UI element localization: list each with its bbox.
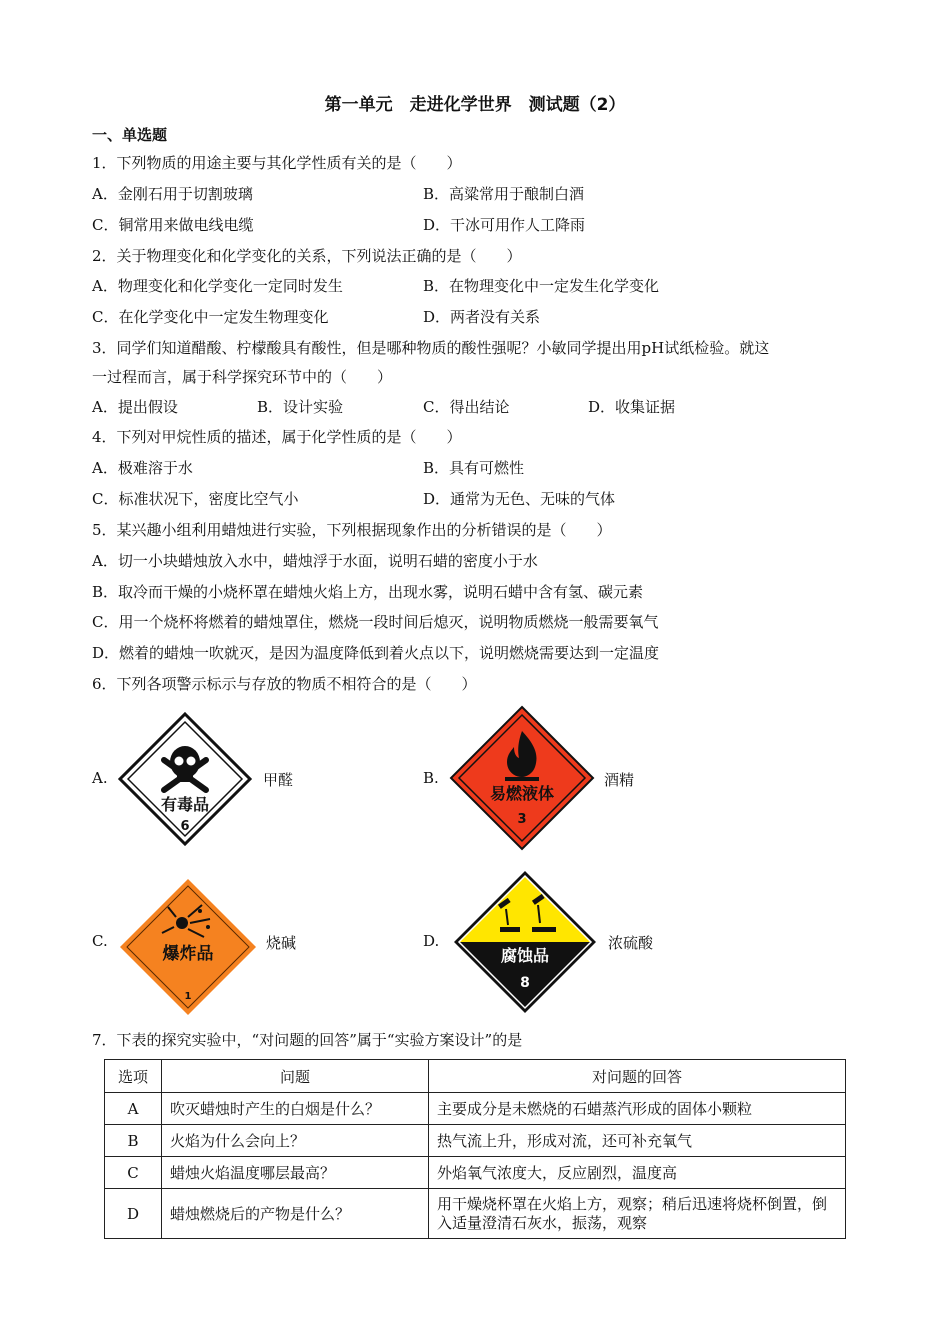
section-heading: 一、单选题	[92, 126, 168, 144]
q4-option-a: A．极难溶于水	[92, 459, 193, 477]
table-cell: 吹灭蜡烛时产生的白烟是什么？	[162, 1093, 429, 1125]
experiment-table	[104, 1059, 846, 1239]
question-1-stem: 1．下列物质的用途主要与其化学性质有关的是（ ）	[92, 154, 462, 172]
q5-option-c: C．用一个烧杯将燃着的蜡烛罩住，燃烧一段时间后熄灭，说明物质燃烧一般需要氧气	[92, 613, 659, 631]
q2-option-d: D．两者没有关系	[423, 308, 541, 326]
sign-a-letter: A.	[92, 769, 108, 787]
table-cell: 主要成分是未燃烧的石蜡蒸汽形成的固体小颗粒	[429, 1093, 846, 1125]
table-header: 对问题的回答	[429, 1060, 846, 1093]
table-cell: 火焰为什么会向上？	[162, 1125, 429, 1157]
q4-option-c: C．标准状况下，密度比空气小	[92, 490, 299, 508]
flammable-liquid-sign	[449, 705, 595, 851]
question-3-stem: 3．同学们知道醋酸、柠檬酸具有酸性，但是哪种物质的酸性强呢？小敏同学提出用pH试纸检验。就这	[92, 339, 770, 357]
q3-option-a: A．提出假设	[92, 398, 178, 416]
page-title: 第一单元 走进化学世界 测试题（2）	[324, 95, 626, 115]
question-2-stem: 2．关于物理变化和化学变化的关系，下列说法正确的是（ ）	[92, 247, 522, 265]
q1-option-d: D．干冰可用作人工降雨	[423, 216, 586, 234]
table-row	[105, 1093, 846, 1125]
table-cell: 蜡烛火焰温度哪层最高？	[162, 1157, 429, 1189]
sign-a-number: 6	[180, 819, 190, 834]
table-cell: D	[105, 1189, 162, 1239]
table-cell: B	[105, 1125, 162, 1157]
table-cell: 外焰氧气浓度大，反应剧烈，温度高	[429, 1157, 846, 1189]
sign-d-number: 8	[520, 975, 530, 991]
table-header: 选项	[105, 1060, 162, 1093]
sign-b-number: 3	[517, 812, 527, 827]
table-cell: 热气流上升，形成对流，还可补充氧气	[429, 1125, 846, 1157]
q4-option-d: D．通常为无色、无味的气体	[423, 490, 616, 508]
table-header-row	[105, 1060, 846, 1093]
table-cell: C	[105, 1157, 162, 1189]
sign-d-letter: D.	[423, 932, 440, 950]
sign-c-text: 爆炸品	[162, 944, 214, 964]
q1-option-c: C．铜常用来做电线电缆	[92, 216, 254, 234]
question-4-stem: 4．下列对甲烷性质的描述，属于化学性质的是（ ）	[92, 428, 462, 446]
question-5-stem: 5．某兴趣小组利用蜡烛进行实验，下列根据现象作出的分析错误的是（ ）	[92, 521, 612, 539]
question-3-stem-cont: 一过程而言，属于科学探究环节中的（ ）	[92, 368, 393, 386]
table-cell: 蜡烛燃烧后的产物是什么？	[162, 1189, 429, 1239]
sign-a-substance: 甲醛	[263, 771, 294, 789]
q5-option-d: D．燃着的蜡烛一吹就灭，是因为温度降低到着火点以下，说明燃烧需要达到一定温度	[92, 644, 660, 662]
sign-b-substance: 酒精	[604, 771, 635, 789]
sign-c-number: 1	[184, 991, 192, 1002]
corrosive-sign	[452, 869, 598, 1015]
table-row	[105, 1157, 846, 1189]
sign-b-text: 易燃液体	[489, 784, 555, 803]
q2-option-a: A．物理变化和化学变化一定同时发生	[92, 277, 343, 295]
table-row	[105, 1125, 846, 1157]
q3-option-d: D．收集证据	[588, 398, 676, 416]
table-row	[105, 1189, 846, 1239]
q4-option-b: B．具有可燃性	[423, 459, 525, 477]
question-7-stem: 7．下表的探究实验中，“对问题的回答”属于“实验方案设计”的是	[92, 1031, 523, 1049]
q2-option-c: C．在化学变化中一定发生物理变化	[92, 308, 329, 326]
q1-option-a: A．金刚石用于切割玻璃	[92, 185, 253, 203]
q5-option-a: A．切一小块蜡烛放入水中，蜡烛浮于水面，说明石蜡的密度小于水	[92, 552, 538, 570]
q2-option-b: B．在物理变化中一定发生化学变化	[423, 277, 660, 295]
q3-option-b: B．设计实验	[257, 398, 344, 416]
q5-option-b: B．取冷而干燥的小烧杯罩在蜡烛火焰上方，出现水雾，说明石蜡中含有氢、碳元素	[92, 583, 644, 601]
table-cell: A	[105, 1093, 162, 1125]
sign-d-text: 腐蚀品	[500, 946, 550, 965]
table-header: 问题	[162, 1060, 429, 1093]
sign-c-letter: C.	[92, 932, 108, 950]
toxic-sign	[118, 712, 252, 846]
sign-c-substance: 烧碱	[266, 934, 297, 952]
explosive-sign	[118, 877, 258, 1017]
table-cell: 用干燥烧杯罩在火焰上方，观察；稍后迅速将烧杯倒置，倒入适量澄清石灰水，振荡，观察	[429, 1189, 846, 1239]
sign-b-letter: B.	[423, 769, 439, 787]
sign-d-substance: 浓硫酸	[608, 934, 654, 952]
q1-option-b: B．高粱常用于酿制白酒	[423, 185, 585, 203]
question-6-stem: 6．下列各项警示标示与存放的物质不相符合的是（ ）	[92, 675, 477, 693]
q3-option-c: C．得出结论	[423, 398, 510, 416]
sign-a-text: 有毒品	[160, 795, 210, 814]
